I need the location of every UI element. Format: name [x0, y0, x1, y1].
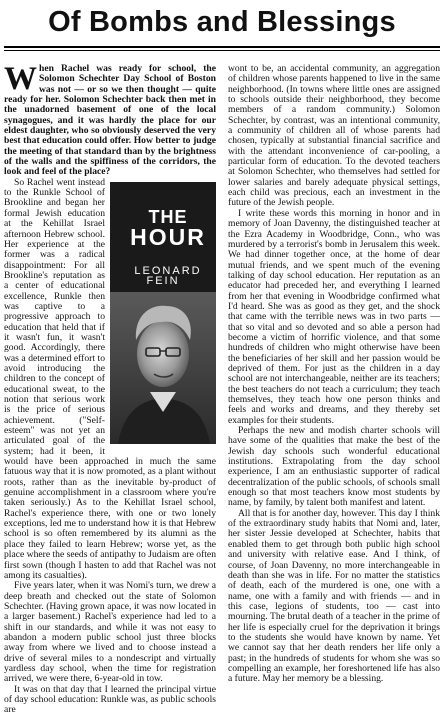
lede-text: hen Rachel was ready for school, the Solomon Schechter Day School of Boston was not — or so we then thought — quite ready for her. Solomon Schechter back then met in the unadorned basement of one of the local synagogues, and it was hardly the place for our eldest daughter, who so obviously deserved the very best that education could offer. How better to judge the meeting of that standard than by the brightness of the walls and the spiffiness of the corridors, the look and feel of the place? — [4, 63, 216, 178]
drop-cap: W — [4, 61, 37, 97]
paragraph-text: So Rachel went instead to the Runkle School of Brookline and began her formal Jewish education at the Kehillat Israel afternoon Hebrew school. Her experience at the former was a radical disappointment: For all Brookline's reputation as a center of educational excellence, Runkle then was captive to a progressive approach to education that held that if it wasn't fun, it wasn't good. Accordingly, there was a determined effort to avoid introducing the children to the concept of educational sweat, to the notion that serious work is the price of serious achievement. ("Self-esteem" was not yet an articulated goal of the system; had it been, it would have been approached in much the same fatuous way that it is now promoted, as a plant without roots, rather than as the inevitable by-product of genuine accomplishment in a classroom where you're taken seriously.) As to the Kehillat Israel school, Rachel's experience there, with one or two lonely exceptions, led me to understand how it is that Hebrew school is so often remembered by its alumni as the place they failed to learn Hebrew; worse yet, as the place where the seeds of antipathy to Judaism are often first sown (though I hasten to add that Rachel was not among its casualties). — [4, 176, 216, 581]
author-portrait-image — [110, 292, 216, 444]
book-author: LEONARD FEIN — [134, 264, 202, 288]
right-column — [228, 63, 440, 685]
paragraph: wont to be, an accidental community, an aggregation of children whose parents happened to live in the same neighborhood. (In towns where little ones are assigned to schools outside their neighborhood, they become members of a random community.) Solomon Schechter, by contrast, was an intentional community, a community of children all of whose parents had chosen, typically at substantial financial sacrifice and with the attendant inconvenience of car-pooling, a particular form of education. To the devoted teachers at Solomon Schechter, who themselves had settled for lower salaries and barely adequate physical settings, each child was precious, each an investment in the future of the Jewish people. — [228, 63, 440, 209]
paragraph: It was on that day that I learned the principal virtue of day school education: Runkle was, as public schools are — [4, 683, 216, 716]
paragraph — [4, 178, 216, 581]
paragraph: All that is for another day, however. This day I think of the extraordinary study habits that Nomi and, later, her sister Jessie developed at Schechter, habits that enabled them to get through both public high school and university with relative ease. And I think, of course, of Joan Davenny, no more interchangeable in death than she was in life. For no matter the statistics of death, each of the murdered is one, one with a name, one with a family and with friends — and in this case, legions of students, too — cast into mourning. The brutal death of a teacher in the prime of her life is especially cruel for the deprivation it brings to the students she would have known by name. Yet we cannot say that her death renders her life only a past; in the hundreds of students for whom she was so compelling an example, her foreshortened life has also a future. May her memory be a blessing. — [228, 507, 440, 685]
book-cover-box — [110, 182, 216, 444]
paragraph: Perhaps the new and modish charter schools will have some of the qualities that make the best of the Jewish day schools such wonderful educational institutions. Extrapolating from the day school experience, I am an enthusiastic supporter of radical decentralization of the public schools, of schools small enough so that most teachers know most students by name, by family, by talent both manifest and latent. — [228, 425, 440, 509]
headline-rule-thin — [4, 50, 440, 51]
headline: Of Bombs and Blessings — [48, 6, 396, 38]
book-label-the: THE — [148, 206, 188, 227]
headline-rule — [4, 46, 440, 48]
left-column — [4, 61, 216, 716]
lede-paragraph — [4, 61, 216, 178]
book-title: HOUR — [130, 223, 206, 250]
paragraph: I write these words this morning in honor and in memory of Joan Davenny, the distinguished teacher at the Ezra Academy in Woodbridge, Conn., who was murdered by a terrorist's bomb in Jerusalem this week. We had dinner together once, at the home of dear mutual friends, and we spent much of the evening talking of day school education. Her reputation as an educator had preceded her, and everything I learned from her that evening in Woodbridge confirmed what I'd heard. She was as good as they get, and the shock that came with the terrible news was in two parts — that so vital and so devoted and so able a person had become a victim of horrific violence, and that some hundreds of children who might otherwise have been the beneficiaries of her skill and her passion would be deprived of them. For just as the children in a day school are not interchangeable, neither are its teachers; the best teachers do not teach a curriculum; they teach themselves, they teach how one person thinks and feels and works and dreams, and they thereby set examples for their students. — [228, 207, 440, 426]
paragraph: Five years later, when it was Nomi's turn, we drew a deep breath and checked out the state of Solomon Schechter. (Having grown apace, it was now located in a larger basement.) Rachel's experience had led to a shift in our standards, and while it was not easy to abandon a modern public school just three blocks away from where we lived and to choose instead a drive of several miles to a nondescript and virtually yardless day school, when the time for registration arrived, we were there, 6-year-old in tow. — [4, 580, 216, 685]
